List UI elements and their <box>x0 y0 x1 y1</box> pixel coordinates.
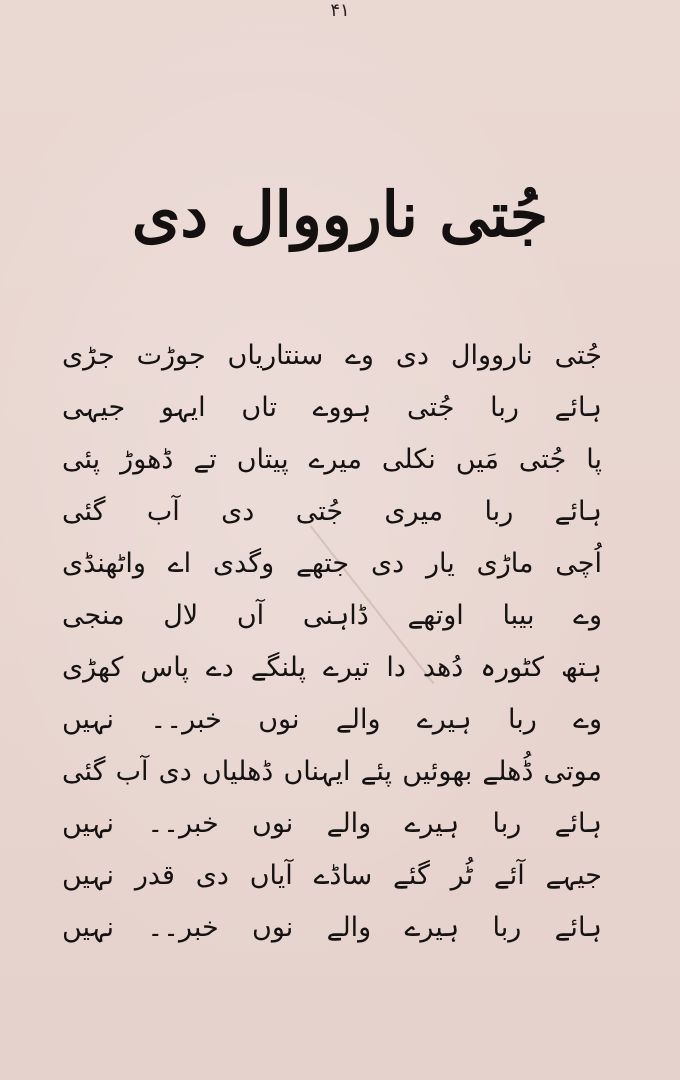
poem-line: وے بیبا اوتھے ڈاہنی آں لال منجی <box>62 600 602 631</box>
poem-line: ہائے ربا میری جُتی دی آب گئی <box>62 496 602 527</box>
page-number: ۴۱ <box>330 0 350 21</box>
poem-line: اُچی ماڑی یار دی جتھے وگدی اے واٹھنڈی <box>62 548 602 579</box>
poem-line: ہائے ربا جُتی ہووے تاں ایہو جیہی <box>62 392 602 423</box>
poem-line: جُتی نارووال دی وے سنتاریاں جوڑت جڑی <box>62 340 602 371</box>
poem-line: پا جُتی مَیں نکلی میرے پیتاں تے ڈھوڑ پئی <box>62 444 602 475</box>
poem-line: وے ربا ہیرے والے نوں خبر۔۔ نہیں <box>62 704 602 735</box>
poem-title: جُتی نارووال دی <box>131 178 549 251</box>
poem-line: ہائے ربا ہیرے والے نوں خبر۔۔ نہیں <box>62 912 602 943</box>
poem-body <box>62 330 602 954</box>
poem-line: جیہے آئے ٹُر گئے ساڈے آیاں دی قدر نہیں <box>62 860 602 891</box>
poem-line: ہتھ کٹورہ دُھد دا تیرے پلنگے دے پاس کھڑی <box>62 652 602 683</box>
poem-line: موتی ڈُھلے بھوئیں پئے ایہناں ڈھلیاں دی آب گئی <box>62 756 602 787</box>
poem-line: ہائے ربا ہیرے والے نوں خبر۔۔ نہیں <box>62 808 602 839</box>
